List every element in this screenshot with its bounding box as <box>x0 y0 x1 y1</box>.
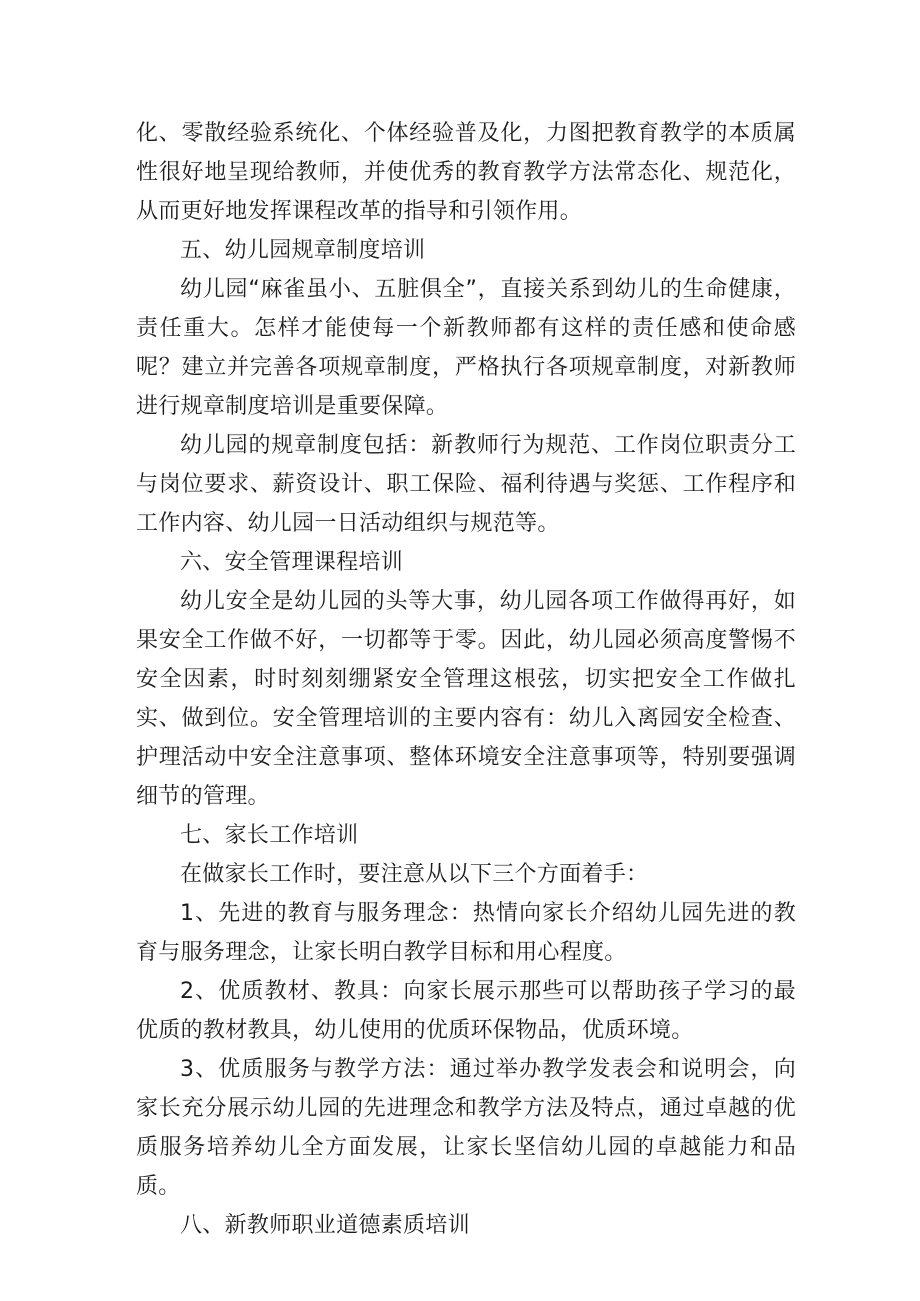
paragraph: 幼儿安全是幼儿园的头等大事，幼儿园各项工作做得再好，如果安全工作做不好，一切都等于零。因此，幼儿园必须高度警惕不安全因素，时时刻刻绷紧安全管理这根弦，切实把安全工作做扎实、做到位。安全管理培训的主要内容有：幼儿入离园安全检查、护理活动中安全注意事项、整体环境安全注意事项等，特别要强调细节的管理。 <box>136 589 796 809</box>
section-heading-6: 六、安全管理课程培训 <box>180 550 404 575</box>
paragraph-continued: 化、零散经验系统化、个体经验普及化，力图把教育教学的本质属性很好地呈现给教师，并使优秀的教育教学方法常态化、规范化，从而更好地发挥课程改革的指导和引领作用。 <box>136 121 796 224</box>
section-heading-5: 五、幼儿园规章制度培训 <box>180 238 426 263</box>
paragraph: 在做家长工作时，要注意从以下三个方面着手： <box>180 862 649 887</box>
paragraph: 幼儿园“麻雀虽小、五脏俱全”，直接关系到幼儿的生命健康，责任重大。怎样才能使每一个新教师都有这样的责任感和使命感呢？建立并完善各项规章制度，严格执行各项规章制度，对新教师进行规章制度培训是重要保障。 <box>136 277 796 419</box>
document-body <box>136 114 796 1245</box>
list-item: 2、优质教材、教具：向家长展示那些可以帮助孩子学习的最优质的教材教具，幼儿使用的优质环保物品，优质环境。 <box>136 979 796 1043</box>
section-heading-7: 七、家长工作培训 <box>180 823 359 848</box>
section-heading-8: 八、新教师职业道德素质培训 <box>180 1213 470 1238</box>
list-item: 3、优质服务与教学方法：通过举办教学发表会和说明会，向家长充分展示幼儿园的先进理念和教学方法及特点，通过卓越的优质服务培养幼儿全方面发展，让家长坚信幼儿园的卓越能力和品质。 <box>136 1057 796 1199</box>
paragraph: 幼儿园的规章制度包括：新教师行为规范、工作岗位职责分工与岗位要求、薪资设计、职工保险、福利待遇与奖惩、工作程序和工作内容、幼儿园一日活动组织与规范等。 <box>136 433 796 536</box>
list-item: 1、先进的教育与服务理念：热情向家长介绍幼儿园先进的教育与服务理念，让家长明白教学目标和用心程度。 <box>136 901 796 965</box>
